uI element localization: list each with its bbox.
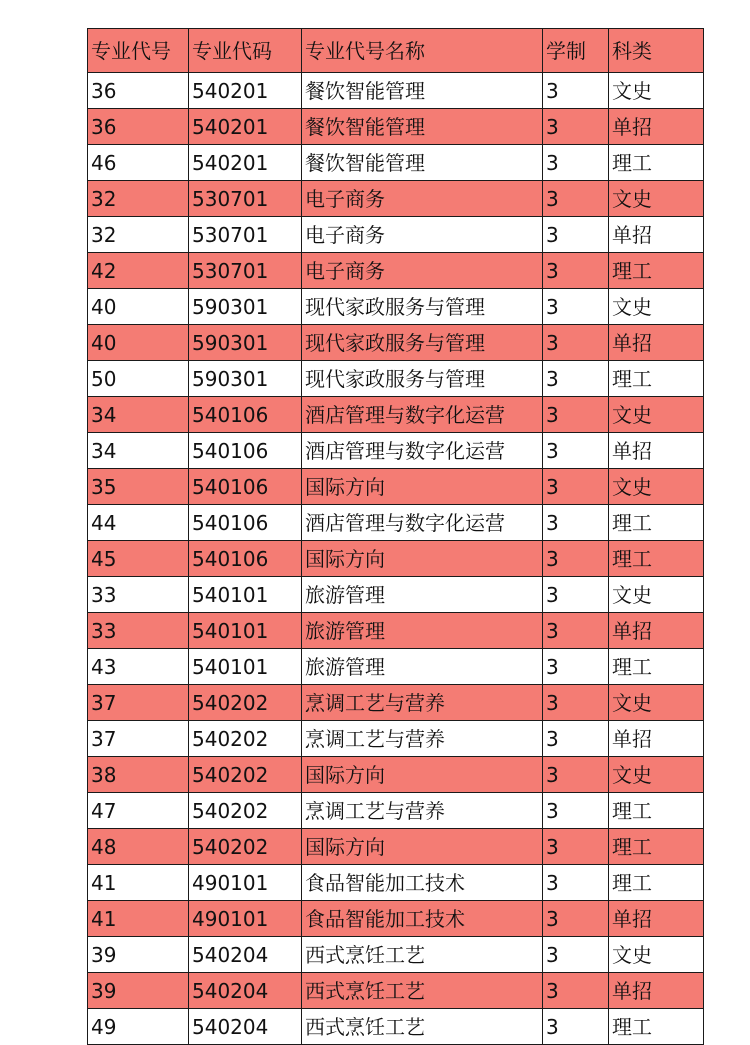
- cell-program-number: 32: [88, 181, 189, 217]
- cell-program-code: 540101: [189, 577, 302, 613]
- cell-program-number: 35: [88, 469, 189, 505]
- table-row: [88, 289, 704, 325]
- cell-program-code: 540204: [189, 973, 302, 1009]
- cell-duration: 3: [543, 865, 609, 901]
- cell-category: 单招: [609, 433, 704, 469]
- cell-program-code: 540202: [189, 685, 302, 721]
- cell-duration: 3: [543, 901, 609, 937]
- cell-duration: 3: [543, 685, 609, 721]
- cell-program-name: 烹调工艺与营养: [302, 793, 543, 829]
- table-row: [88, 397, 704, 433]
- cell-program-number: 44: [88, 505, 189, 541]
- cell-program-code: 590301: [189, 325, 302, 361]
- cell-category: 文史: [609, 397, 704, 433]
- cell-program-name: 烹调工艺与营养: [302, 685, 543, 721]
- table-row: [88, 649, 704, 685]
- cell-program-code: 540106: [189, 505, 302, 541]
- table-row: [88, 757, 704, 793]
- cell-program-code: 540106: [189, 397, 302, 433]
- cell-program-number: 34: [88, 433, 189, 469]
- cell-program-name: 西式烹饪工艺: [302, 937, 543, 973]
- table-row: [88, 109, 704, 145]
- cell-program-name: 旅游管理: [302, 613, 543, 649]
- cell-category: 单招: [609, 613, 704, 649]
- cell-program-code: 540202: [189, 721, 302, 757]
- table-row: [88, 325, 704, 361]
- cell-program-name: 电子商务: [302, 253, 543, 289]
- cell-duration: 3: [543, 145, 609, 181]
- cell-program-number: 40: [88, 289, 189, 325]
- cell-program-name: 国际方向: [302, 541, 543, 577]
- header-program-code: 专业代码: [189, 29, 302, 73]
- cell-program-code: 530701: [189, 181, 302, 217]
- cell-program-name: 西式烹饪工艺: [302, 973, 543, 1009]
- cell-category: 理工: [609, 649, 704, 685]
- cell-program-name: 国际方向: [302, 757, 543, 793]
- cell-program-number: 41: [88, 901, 189, 937]
- cell-program-name: 电子商务: [302, 181, 543, 217]
- cell-program-name: 现代家政服务与管理: [302, 361, 543, 397]
- cell-duration: 3: [543, 289, 609, 325]
- cell-category: 单招: [609, 109, 704, 145]
- cell-program-code: 590301: [189, 361, 302, 397]
- program-table: [87, 28, 704, 1045]
- cell-program-name: 国际方向: [302, 829, 543, 865]
- cell-program-code: 530701: [189, 253, 302, 289]
- cell-program-code: 540101: [189, 649, 302, 685]
- cell-program-code: 540202: [189, 829, 302, 865]
- cell-program-number: 33: [88, 613, 189, 649]
- table-row: [88, 505, 704, 541]
- cell-duration: 3: [543, 181, 609, 217]
- cell-duration: 3: [543, 361, 609, 397]
- cell-duration: 3: [543, 253, 609, 289]
- cell-category: 理工: [609, 361, 704, 397]
- cell-duration: 3: [543, 829, 609, 865]
- cell-program-number: 45: [88, 541, 189, 577]
- table-row: [88, 1009, 704, 1045]
- cell-category: 文史: [609, 469, 704, 505]
- cell-program-number: 33: [88, 577, 189, 613]
- cell-program-code: 540101: [189, 613, 302, 649]
- program-table-container: [87, 28, 703, 1045]
- cell-program-code: 490101: [189, 865, 302, 901]
- cell-program-code: 540201: [189, 109, 302, 145]
- cell-program-name: 旅游管理: [302, 649, 543, 685]
- cell-duration: 3: [543, 469, 609, 505]
- table-row: [88, 541, 704, 577]
- cell-category: 单招: [609, 901, 704, 937]
- cell-duration: 3: [543, 937, 609, 973]
- table-row: [88, 73, 704, 109]
- cell-program-name: 餐饮智能管理: [302, 73, 543, 109]
- cell-program-number: 36: [88, 73, 189, 109]
- cell-category: 理工: [609, 865, 704, 901]
- cell-program-number: 36: [88, 109, 189, 145]
- cell-program-code: 540204: [189, 1009, 302, 1045]
- cell-program-number: 47: [88, 793, 189, 829]
- cell-program-number: 37: [88, 721, 189, 757]
- cell-program-code: 540202: [189, 757, 302, 793]
- cell-category: 文史: [609, 73, 704, 109]
- cell-program-number: 39: [88, 937, 189, 973]
- cell-program-name: 烹调工艺与营养: [302, 721, 543, 757]
- table-row: [88, 577, 704, 613]
- cell-program-name: 现代家政服务与管理: [302, 289, 543, 325]
- cell-category: 文史: [609, 685, 704, 721]
- cell-category: 文史: [609, 757, 704, 793]
- cell-program-name: 食品智能加工技术: [302, 901, 543, 937]
- cell-duration: 3: [543, 793, 609, 829]
- cell-duration: 3: [543, 433, 609, 469]
- cell-program-name: 西式烹饪工艺: [302, 1009, 543, 1045]
- table-row: [88, 901, 704, 937]
- header-program-number: 专业代号: [88, 29, 189, 73]
- table-row: [88, 217, 704, 253]
- cell-program-code: 540201: [189, 73, 302, 109]
- header-category: 科类: [609, 29, 704, 73]
- cell-program-code: 490101: [189, 901, 302, 937]
- cell-program-name: 国际方向: [302, 469, 543, 505]
- table-row: [88, 469, 704, 505]
- cell-category: 理工: [609, 145, 704, 181]
- cell-program-number: 43: [88, 649, 189, 685]
- cell-program-name: 旅游管理: [302, 577, 543, 613]
- table-header-row: [88, 29, 704, 73]
- table-row: [88, 829, 704, 865]
- cell-duration: 3: [543, 721, 609, 757]
- cell-program-number: 41: [88, 865, 189, 901]
- table-body: [88, 73, 704, 1045]
- table-row: [88, 685, 704, 721]
- cell-program-name: 电子商务: [302, 217, 543, 253]
- cell-category: 单招: [609, 721, 704, 757]
- cell-category: 文史: [609, 181, 704, 217]
- cell-category: 理工: [609, 829, 704, 865]
- cell-program-code: 540201: [189, 145, 302, 181]
- cell-category: 单招: [609, 325, 704, 361]
- table-row: [88, 253, 704, 289]
- cell-program-number: 34: [88, 397, 189, 433]
- cell-program-number: 50: [88, 361, 189, 397]
- header-program-name: 专业代号名称: [302, 29, 543, 73]
- cell-program-name: 餐饮智能管理: [302, 145, 543, 181]
- cell-program-name: 现代家政服务与管理: [302, 325, 543, 361]
- cell-program-name: 酒店管理与数字化运营: [302, 397, 543, 433]
- table-row: [88, 937, 704, 973]
- cell-program-number: 37: [88, 685, 189, 721]
- table-row: [88, 433, 704, 469]
- table-row: [88, 865, 704, 901]
- cell-program-number: 32: [88, 217, 189, 253]
- table-row: [88, 145, 704, 181]
- cell-category: 理工: [609, 1009, 704, 1045]
- cell-program-code: 540106: [189, 469, 302, 505]
- cell-program-number: 42: [88, 253, 189, 289]
- cell-program-code: 590301: [189, 289, 302, 325]
- cell-program-name: 酒店管理与数字化运营: [302, 505, 543, 541]
- cell-duration: 3: [543, 973, 609, 1009]
- header-duration: 学制: [543, 29, 609, 73]
- cell-duration: 3: [543, 757, 609, 793]
- cell-program-code: 540204: [189, 937, 302, 973]
- cell-category: 理工: [609, 793, 704, 829]
- cell-program-name: 酒店管理与数字化运营: [302, 433, 543, 469]
- cell-program-code: 540106: [189, 541, 302, 577]
- cell-category: 文史: [609, 937, 704, 973]
- cell-duration: 3: [543, 613, 609, 649]
- cell-category: 文史: [609, 289, 704, 325]
- cell-program-number: 38: [88, 757, 189, 793]
- cell-program-name: 食品智能加工技术: [302, 865, 543, 901]
- cell-duration: 3: [543, 109, 609, 145]
- cell-duration: 3: [543, 1009, 609, 1045]
- table-row: [88, 361, 704, 397]
- cell-duration: 3: [543, 73, 609, 109]
- table-row: [88, 793, 704, 829]
- cell-program-number: 48: [88, 829, 189, 865]
- cell-category: 单招: [609, 217, 704, 253]
- cell-duration: 3: [543, 217, 609, 253]
- cell-program-code: 530701: [189, 217, 302, 253]
- cell-duration: 3: [543, 649, 609, 685]
- cell-category: 文史: [609, 577, 704, 613]
- cell-duration: 3: [543, 541, 609, 577]
- cell-category: 理工: [609, 253, 704, 289]
- cell-category: 理工: [609, 505, 704, 541]
- cell-program-number: 46: [88, 145, 189, 181]
- cell-duration: 3: [543, 505, 609, 541]
- cell-category: 理工: [609, 541, 704, 577]
- table-row: [88, 721, 704, 757]
- cell-program-code: 540106: [189, 433, 302, 469]
- cell-duration: 3: [543, 325, 609, 361]
- table-row: [88, 613, 704, 649]
- table-row: [88, 973, 704, 1009]
- cell-program-code: 540202: [189, 793, 302, 829]
- cell-program-number: 39: [88, 973, 189, 1009]
- cell-duration: 3: [543, 577, 609, 613]
- cell-program-number: 49: [88, 1009, 189, 1045]
- cell-duration: 3: [543, 397, 609, 433]
- table-row: [88, 181, 704, 217]
- cell-program-name: 餐饮智能管理: [302, 109, 543, 145]
- cell-category: 单招: [609, 973, 704, 1009]
- cell-program-number: 40: [88, 325, 189, 361]
